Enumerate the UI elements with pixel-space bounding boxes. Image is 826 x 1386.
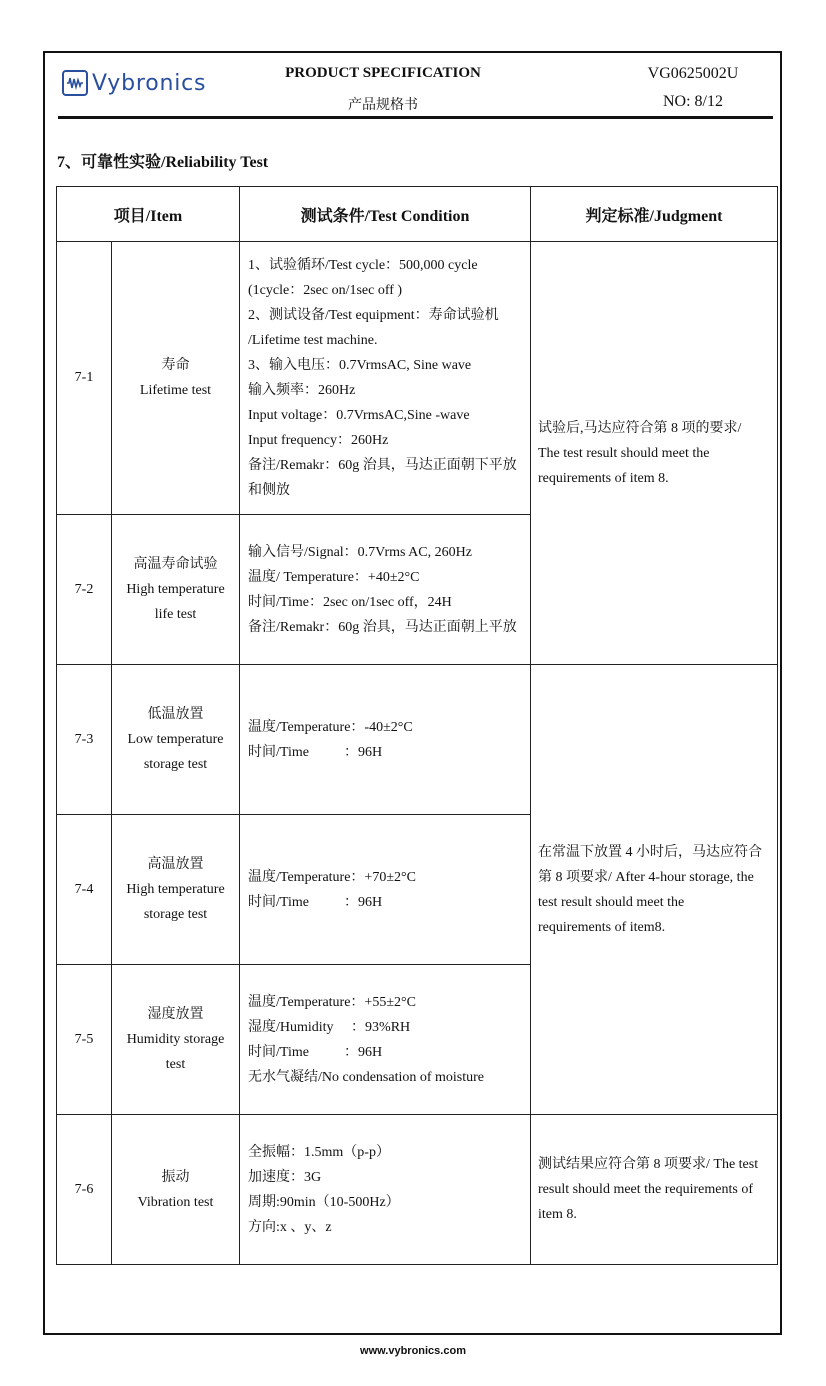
row-condition [240,815,531,965]
row-item [112,665,240,815]
item-name-en: Lifetime test [139,383,212,398]
reliability-test-table [56,186,778,1265]
row-judgment [531,1115,778,1265]
judgment-line: The test result should meet the [538,445,710,461]
condition-line: /Lifetime test machine. [248,333,378,348]
row-item [112,242,240,515]
spec-subtitle: 产品规格书 [348,98,418,113]
condition-line: Input voltage：0.7VrmsAC,Sine -wave [248,408,470,423]
header-item: 项目/Item [57,187,240,242]
row-number: 7-4 [57,815,112,965]
document-header [58,59,770,117]
row-number: 7-1 [57,242,112,515]
row-number: 7-3 [57,665,112,815]
item-name-en: Vibration test [137,1194,214,1210]
item-name-cn: 湿度放置 [147,1007,204,1022]
item-name-cn: 低温放置 [147,707,204,722]
condition-line: 全振幅：1.5mm（p-p） [248,1144,390,1160]
section-title: 7、可靠性实验/Reliability Test [57,154,269,171]
table-row [57,1115,778,1265]
condition-line: 输入频率：260Hz [248,383,356,398]
item-name-en: storage test [143,757,208,772]
row-condition [240,515,531,665]
row-condition [240,1115,531,1265]
item-name-en: Humidity storage [126,1032,225,1047]
condition-line: 温度/Temperature：+70±2°C [248,869,416,885]
condition-line: 2、测试设备/Test equipment：寿命试验机 [248,308,499,323]
condition-line: 时间/Time ：96H [248,894,383,910]
condition-line: 和侧放 [248,483,290,498]
row-item [112,965,240,1115]
row-item [112,1115,240,1265]
item-name-cn: 高温放置 [147,857,204,872]
condition-line: 无水气凝结/No condensation of moisture [248,1069,485,1085]
condition-line: 备注/Remakr：60g 治具，马达正面朝下平放 [248,458,517,473]
judgment-line: 在常温下放置 4 小时后，马达应符合 [538,844,762,860]
item-name-en: test [165,1057,186,1072]
condition-line: 湿度/Humidity ：93%RH [248,1019,411,1035]
condition-line: 时间/Time ：96H [248,1044,383,1060]
item-name-en: High temperature [126,582,225,597]
row-condition [240,242,531,515]
row-number: 7-5 [57,965,112,1115]
item-name-cn: 高温寿命试验 [133,557,218,572]
row-item [112,515,240,665]
row-condition [240,665,531,815]
judgment-line: requirements of item 8. [538,470,669,486]
judgment-line: 测试结果应符合第 8 项要求/ The test [538,1157,759,1172]
header-judgment: 判定标准/Judgment [531,187,778,242]
condition-line: 方向:x 、y、z [248,1219,332,1235]
company-logo [62,70,206,96]
condition-line: 温度/Temperature：-40±2°C [248,719,413,735]
table-header-row [57,187,778,242]
spec-title: PRODUCT SPECIFICATION [285,65,481,81]
judgment-line: 试验后,马达应符合第 8 项的要求/ [538,420,742,436]
condition-line: 温度/ Temperature：+40±2°C [248,569,420,585]
row-judgment [531,242,778,665]
item-name-en: storage test [143,907,208,922]
table-row [57,665,778,815]
row-number: 7-2 [57,515,112,665]
condition-line: 时间/Time：2sec on/1sec off，24H [248,594,452,610]
condition-line: 加速度：3G [248,1169,322,1185]
condition-line: 备注/Remakr：60g 治具，马达正面朝上平放 [248,619,517,635]
condition-line: 3、输入电压：0.7VrmsAC, Sine wave [248,358,472,373]
condition-line: 周期:90min（10-500Hz） [248,1194,400,1210]
condition-line: Input frequency：260Hz [248,433,389,448]
item-name-en: High temperature [126,882,225,897]
judgment-line: requirements of item8. [538,919,666,935]
row-item [112,815,240,965]
judgment-line: item 8. [538,1207,577,1222]
condition-line: 输入信号/Signal：0.7Vrms AC, 260Hz [248,544,472,560]
waveform-logo-icon [62,70,88,96]
row-number: 7-6 [57,1115,112,1265]
judgment-line: test result should meet the [538,894,685,910]
page-number: NO: 8/12 [663,93,723,110]
header-condition: 测试条件/Test Condition [240,187,531,242]
table-row [57,242,778,515]
judgment-line: 第 8 项要求/ After 4-hour storage, the [538,869,754,885]
judgment-line: result should meet the requirements of [538,1182,753,1197]
header-divider [58,116,773,119]
item-name-cn: 振动 [161,1169,190,1185]
row-judgment [531,665,778,1115]
row-condition [240,965,531,1115]
logo-text: Vybronics [92,70,207,96]
condition-line: (1cycle：2sec on/1sec off ) [248,283,403,298]
condition-line: 时间/Time ：96H [248,744,383,760]
document-code: VG0625002U [647,65,739,82]
page-frame [43,51,782,1335]
condition-line: 温度/Temperature：+55±2°C [248,994,416,1010]
footer-url: www.vybronics.com [360,1345,466,1357]
condition-line: 1、试验循环/Test cycle：500,000 cycle [248,258,478,273]
item-name-en: life test [154,607,197,622]
item-name-en: Low temperature [127,732,224,747]
item-name-cn: 寿命 [161,358,190,373]
